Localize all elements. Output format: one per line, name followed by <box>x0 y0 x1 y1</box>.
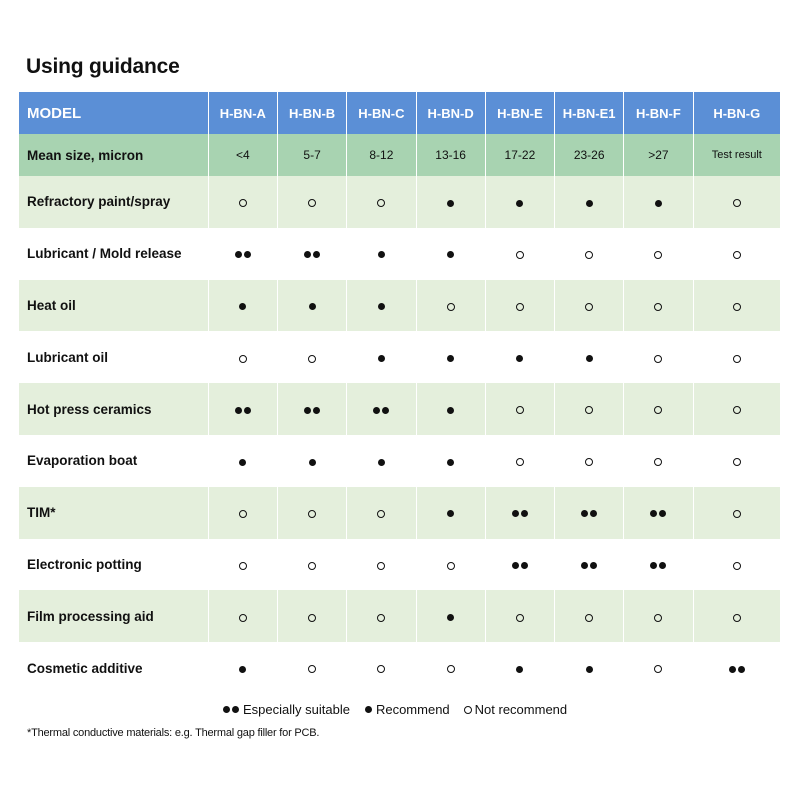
not-recommend-icon <box>485 228 554 280</box>
not-recommend-icon <box>347 642 416 694</box>
recommend-icon <box>347 435 416 487</box>
recommend-icon <box>485 642 554 694</box>
recommend-icon <box>416 487 485 539</box>
recommend-icon <box>416 176 485 228</box>
recommend-icon <box>416 331 485 383</box>
recommend-icon <box>485 176 554 228</box>
not-recommend-icon <box>693 435 780 487</box>
footnote: *Thermal conductive materials: e.g. Thermal gap filler for PCB. <box>27 727 320 739</box>
application-row <box>19 590 780 642</box>
legend-recommend-label: Recommend <box>375 702 450 717</box>
application-row <box>19 331 780 383</box>
recommend-icon <box>208 280 277 332</box>
not-recommend-icon <box>208 590 277 642</box>
application-row <box>19 642 780 694</box>
page-title: Using guidance <box>26 55 180 78</box>
not-recommend-icon <box>555 435 624 487</box>
recommend-icon <box>555 331 624 383</box>
recommend-icon <box>416 228 485 280</box>
especially-suitable-icon <box>624 487 693 539</box>
especially-suitable-icon <box>347 383 416 435</box>
not-recommend-icon <box>624 228 693 280</box>
not-recommend-icon <box>624 280 693 332</box>
not-recommend-icon <box>277 642 346 694</box>
recommend-icon <box>208 435 277 487</box>
model-header-cell: H-BN-C <box>347 92 416 134</box>
not-recommend-icon <box>485 383 554 435</box>
legend-recommend <box>364 702 450 717</box>
not-recommend-icon <box>485 590 554 642</box>
application-label: TIM* <box>19 487 208 539</box>
especially-suitable-icon <box>555 539 624 591</box>
especially-suitable-icon <box>485 487 554 539</box>
mean-size-cell: <4 <box>208 134 277 176</box>
guidance-table <box>19 92 780 694</box>
especially-suitable-icon <box>555 487 624 539</box>
not-recommend-icon <box>347 487 416 539</box>
not-recommend-icon <box>416 280 485 332</box>
not-recommend-icon <box>347 539 416 591</box>
application-label: Cosmetic additive <box>19 642 208 694</box>
not-recommend-icon <box>693 383 780 435</box>
application-row <box>19 176 780 228</box>
mean-size-label: Mean size, micron <box>19 134 208 176</box>
not-recommend-icon <box>693 331 780 383</box>
mean-size-cell: 17-22 <box>485 134 554 176</box>
not-recommend-icon <box>624 435 693 487</box>
model-header-cell: H-BN-B <box>277 92 346 134</box>
application-row <box>19 539 780 591</box>
especially-suitable-icon <box>277 383 346 435</box>
mean-size-cell: >27 <box>624 134 693 176</box>
not-recommend-icon <box>555 280 624 332</box>
application-label: Lubricant / Mold release <box>19 228 208 280</box>
application-label: Hot press ceramics <box>19 383 208 435</box>
not-recommend-icon <box>208 487 277 539</box>
model-header-cell: H-BN-D <box>416 92 485 134</box>
dot-icon <box>364 706 373 713</box>
application-label: Refractory paint/spray <box>19 176 208 228</box>
not-recommend-icon <box>416 642 485 694</box>
model-header-cell: H-BN-G <box>693 92 780 134</box>
application-row <box>19 487 780 539</box>
recommend-icon <box>208 642 277 694</box>
especially-suitable-icon <box>485 539 554 591</box>
application-row <box>19 228 780 280</box>
not-recommend-icon <box>347 176 416 228</box>
especially-suitable-icon <box>208 383 277 435</box>
not-recommend-icon <box>555 590 624 642</box>
not-recommend-icon <box>485 435 554 487</box>
not-recommend-icon <box>693 228 780 280</box>
not-recommend-icon <box>624 331 693 383</box>
legend-not-recommend-label: Not recommend <box>474 702 568 717</box>
not-recommend-icon <box>693 176 780 228</box>
not-recommend-icon <box>624 642 693 694</box>
not-recommend-icon <box>555 228 624 280</box>
double-dot-icon <box>222 706 240 713</box>
not-recommend-icon <box>693 590 780 642</box>
mean-size-cell: 8-12 <box>347 134 416 176</box>
especially-suitable-icon <box>208 228 277 280</box>
model-header-row <box>19 92 780 134</box>
recommend-icon <box>416 383 485 435</box>
recommend-icon <box>347 280 416 332</box>
mean-size-cell: 23-26 <box>555 134 624 176</box>
especially-suitable-icon <box>693 642 780 694</box>
not-recommend-icon <box>347 590 416 642</box>
mean-size-row <box>19 134 780 176</box>
model-header-cell: H-BN-E <box>485 92 554 134</box>
mean-size-cell: 13-16 <box>416 134 485 176</box>
recommend-icon <box>347 331 416 383</box>
legend-especially-label: Especially suitable <box>243 702 350 717</box>
not-recommend-icon <box>277 539 346 591</box>
not-recommend-icon <box>693 539 780 591</box>
application-label: Lubricant oil <box>19 331 208 383</box>
especially-suitable-icon <box>277 228 346 280</box>
especially-suitable-icon <box>624 539 693 591</box>
not-recommend-icon <box>208 539 277 591</box>
application-label: Electronic potting <box>19 539 208 591</box>
not-recommend-icon <box>693 487 780 539</box>
legend-especially-suitable <box>222 702 350 717</box>
recommend-icon <box>416 590 485 642</box>
mean-size-cell: Test result <box>693 134 780 176</box>
recommend-icon <box>624 176 693 228</box>
application-row <box>19 383 780 435</box>
not-recommend-icon <box>277 487 346 539</box>
application-row <box>19 280 780 332</box>
not-recommend-icon <box>277 590 346 642</box>
model-header-cell: H-BN-A <box>208 92 277 134</box>
not-recommend-icon <box>555 383 624 435</box>
model-header-cell: H-BN-F <box>624 92 693 134</box>
not-recommend-icon <box>208 331 277 383</box>
recommend-icon <box>555 176 624 228</box>
recommend-icon <box>555 642 624 694</box>
not-recommend-icon <box>416 539 485 591</box>
recommend-icon <box>277 435 346 487</box>
application-row <box>19 435 780 487</box>
model-header-label: MODEL <box>19 92 208 134</box>
application-label: Heat oil <box>19 280 208 332</box>
mean-size-cell: 5-7 <box>277 134 346 176</box>
not-recommend-icon <box>208 176 277 228</box>
not-recommend-icon <box>624 590 693 642</box>
application-label: Film processing aid <box>19 590 208 642</box>
not-recommend-icon <box>277 176 346 228</box>
not-recommend-icon <box>693 280 780 332</box>
recommend-icon <box>485 331 554 383</box>
not-recommend-icon <box>624 383 693 435</box>
recommend-icon <box>416 435 485 487</box>
not-recommend-icon <box>277 331 346 383</box>
recommend-icon <box>347 228 416 280</box>
legend-not-recommend <box>464 702 567 717</box>
application-label: Evaporation boat <box>19 435 208 487</box>
recommend-icon <box>277 280 346 332</box>
rating-legend <box>222 702 581 717</box>
ring-icon <box>464 706 472 714</box>
model-header-cell: H-BN-E1 <box>555 92 624 134</box>
not-recommend-icon <box>485 280 554 332</box>
